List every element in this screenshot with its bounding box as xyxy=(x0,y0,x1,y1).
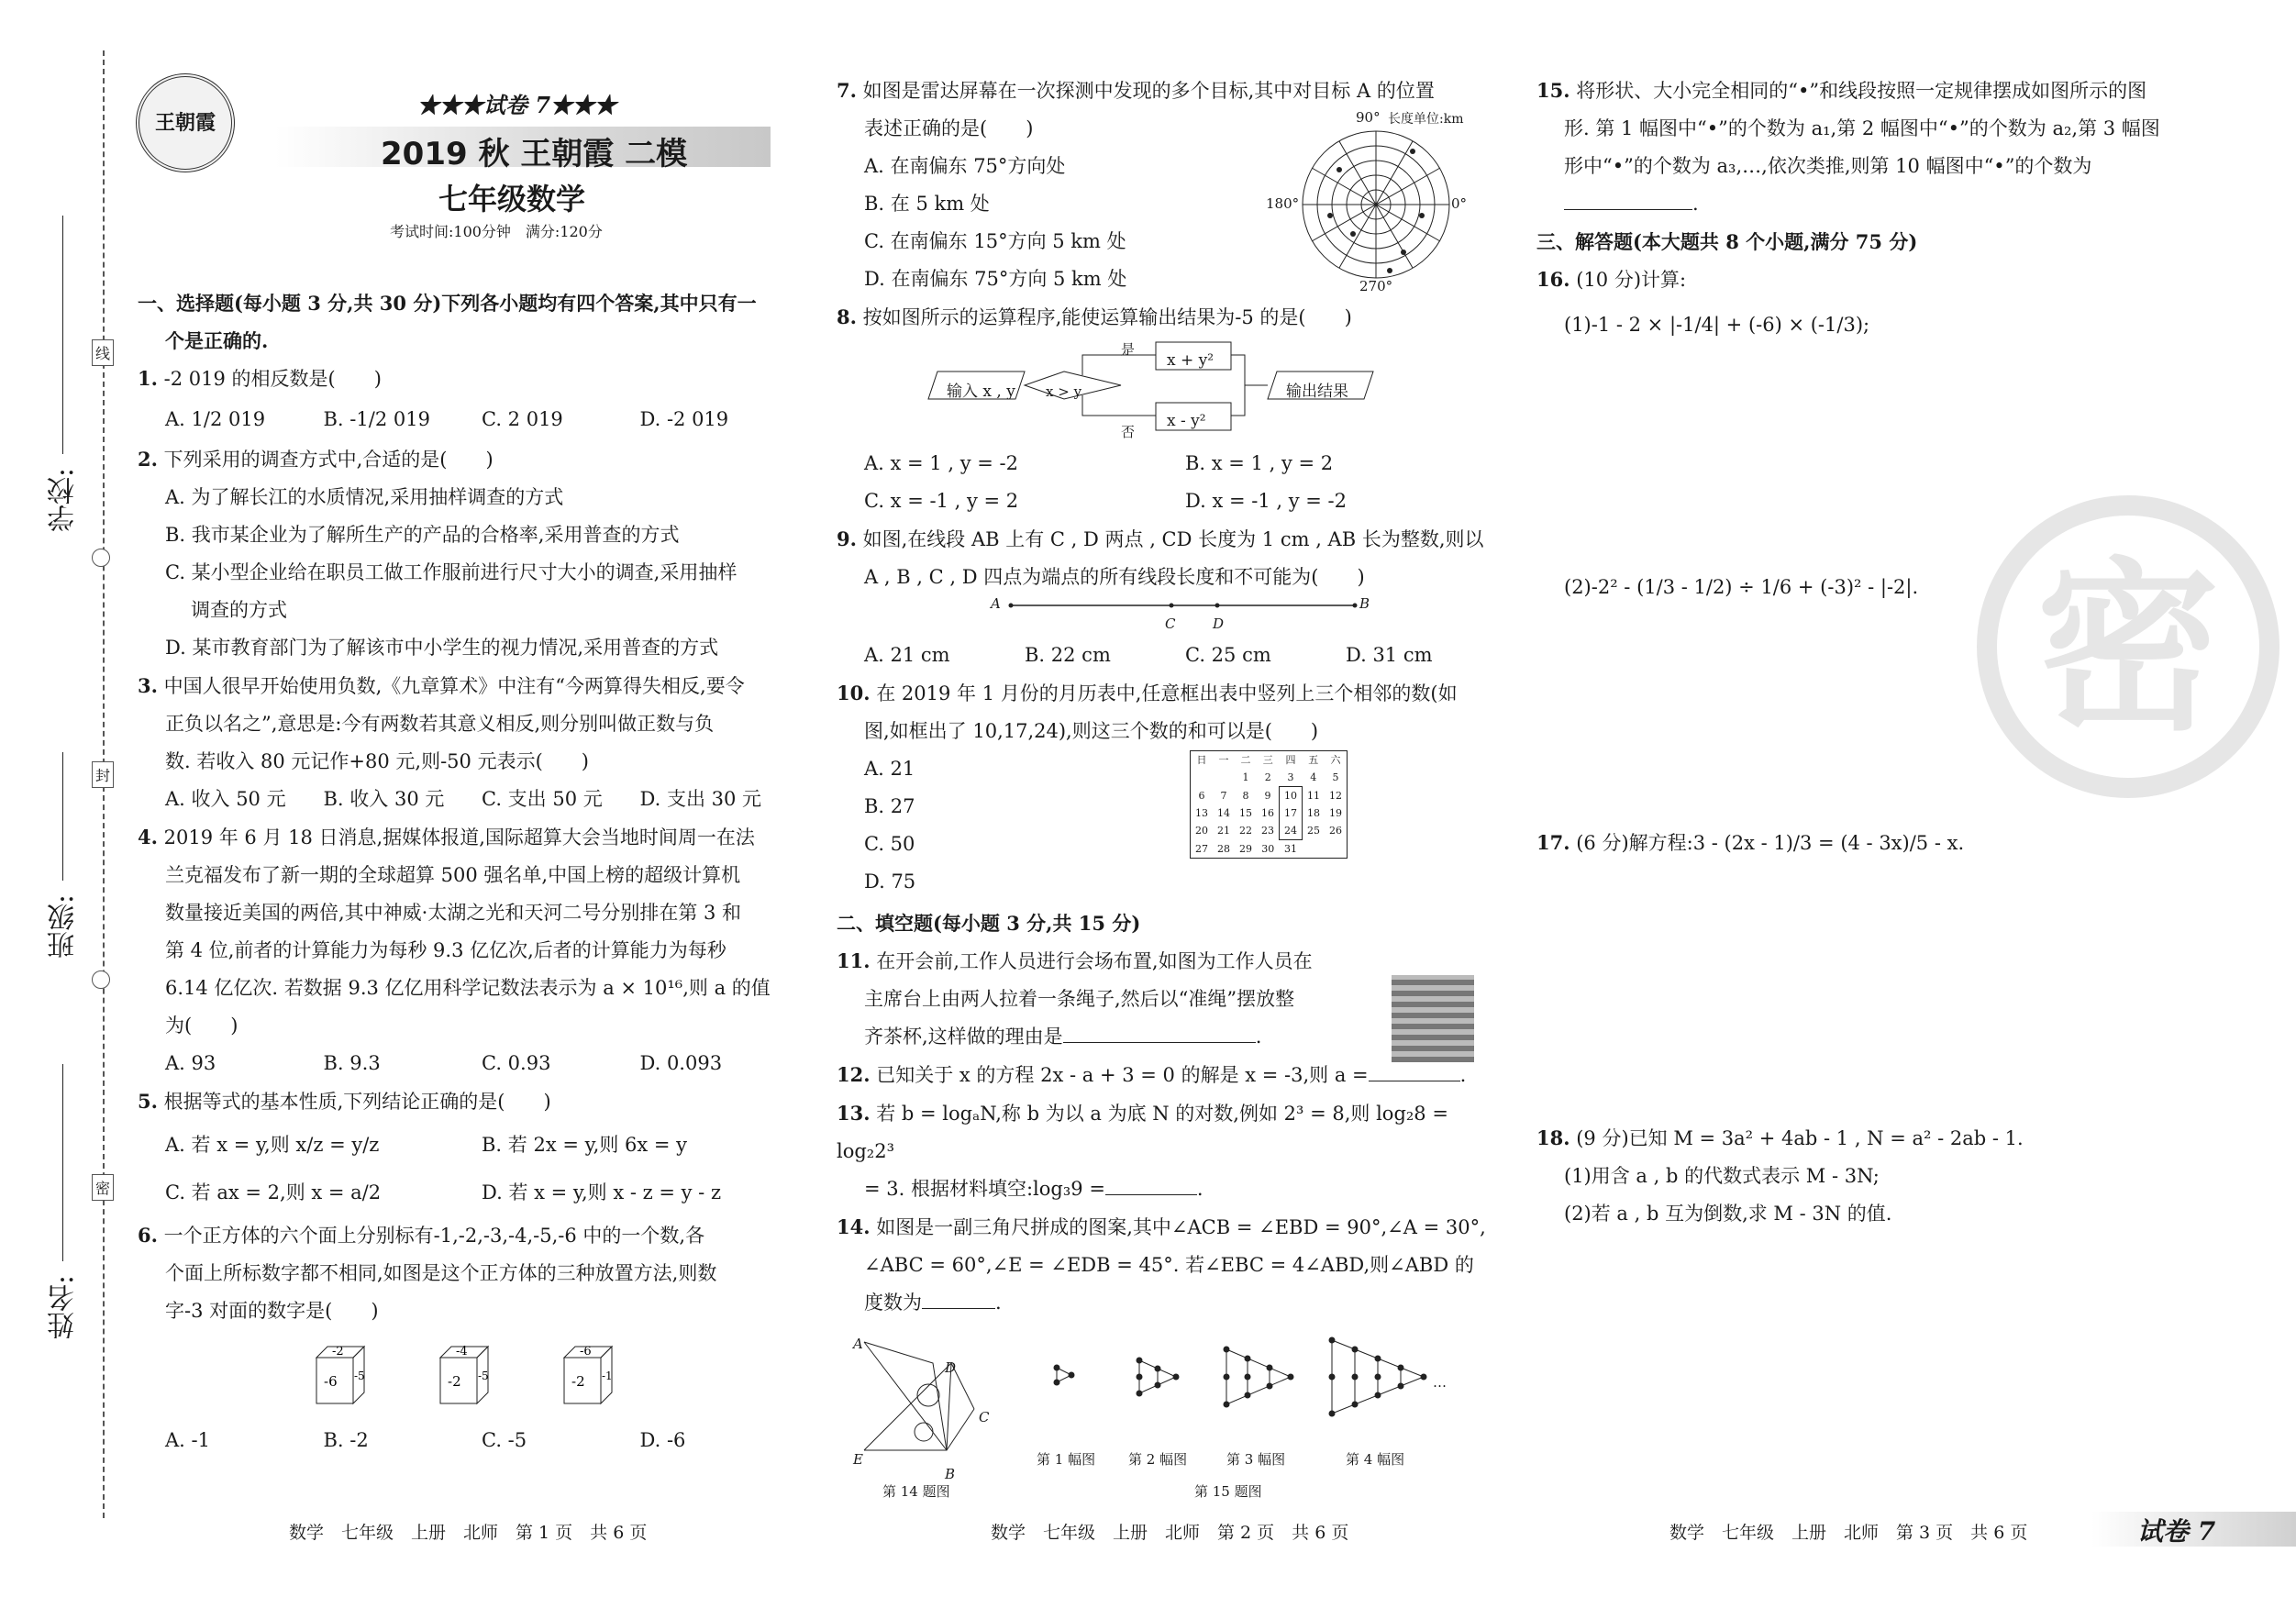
cal-cell: 15 xyxy=(1239,807,1252,819)
pattern-4-caption: 第 4 幅图 xyxy=(1346,1451,1405,1468)
flow-input: 输入 x , y xyxy=(947,383,1015,401)
calendar-row xyxy=(1191,769,1348,787)
circle-icon xyxy=(92,970,110,989)
point-c: C xyxy=(1165,616,1176,632)
cube-2-front: -2 xyxy=(448,1373,461,1390)
cube-1-side: -5 xyxy=(354,1370,365,1382)
cal-head: 六 xyxy=(1330,754,1341,766)
q8-option-d[interactable]: D. x = -1 , y = -2 xyxy=(1185,490,1347,512)
cal-cell xyxy=(1303,840,1325,859)
question-17: 17. (6 分)解方程:3 - (2x - 1)/3 = (4 - 3x)/5 - x. xyxy=(1536,831,1965,854)
question-18: 18. (9 分)已知 M = 3a² + 4ab - 1 , N = a² - 2ab - 1. xyxy=(1536,1126,2024,1149)
question-10-line-2: 图,如框出了 10,17,24),则这三个数的和可以是( ) xyxy=(864,720,1319,742)
cube-3 xyxy=(564,1345,613,1403)
cal-cell: 27 xyxy=(1195,842,1208,855)
question-1: 1. -2 019 的相反数是( ) xyxy=(138,367,382,390)
logo: 王朝霞 xyxy=(136,73,235,172)
figures-14-15 xyxy=(837,1322,1506,1500)
q9-option-b[interactable]: B. 22 cm xyxy=(1025,644,1111,666)
paper-badge: ★★★试卷 7★★★ xyxy=(417,92,617,118)
question-6: 6. 一个正方体的六个面上分别标有-1,-2,-3,-4,-5,-6 中的一个数,各 xyxy=(138,1224,705,1247)
cal-cell: 11 xyxy=(1307,789,1320,802)
q5-options-ab xyxy=(138,1121,798,1169)
flowchart xyxy=(837,337,1506,445)
circle-icon xyxy=(92,549,110,567)
cal-cell: 14 xyxy=(1217,807,1230,819)
question-14-line-2: ∠ABC = 60°,∠E = ∠EDB = 45°. 若∠EBC = 4∠ABD,则∠ABD 的 xyxy=(864,1254,1474,1276)
calendar-row xyxy=(1191,840,1348,859)
cal-cell: 2 xyxy=(1264,771,1271,784)
q7-option-d[interactable]: D. 在南偏东 75°方向 5 km 处 xyxy=(864,268,1127,290)
cal-cell: 20 xyxy=(1195,825,1208,837)
cube-1 xyxy=(316,1345,365,1403)
cal-head: 日 xyxy=(1196,754,1207,766)
cal-cell: 30 xyxy=(1261,842,1275,855)
cal-cell: 5 xyxy=(1332,771,1339,784)
question-15-line-3: 形中“•”的个数为 a₃,…,依次类推,则第 10 幅图中“•”的个数为 xyxy=(1564,155,2092,177)
radar-unit: 长度单位:km xyxy=(1388,112,1464,127)
q3-option-d[interactable]: D. 支出 30 元 xyxy=(639,788,762,810)
question-3-line-3: 数. 若收入 80 元记作+80 元,则-50 元表示( ) xyxy=(165,750,589,772)
answer-space-16-1[interactable] xyxy=(1536,350,2243,561)
q1-option-b[interactable]: B. -1/2 019 xyxy=(323,408,430,430)
subject-title: 七年级数学 xyxy=(438,182,586,216)
cube-3-top: -6 xyxy=(580,1345,592,1359)
cal-cell: 4 xyxy=(1310,771,1317,784)
flow-no: 否 xyxy=(1121,424,1136,440)
q6-option-b[interactable]: B. -2 xyxy=(323,1429,369,1451)
q9-option-c[interactable]: C. 25 cm xyxy=(1185,644,1271,666)
radar-label-0: 0° xyxy=(1451,195,1468,212)
cal-cell: 9 xyxy=(1264,789,1271,802)
footer-page-3: 数学 七年级 上册 北师 第 3 页 共 6 页 xyxy=(1669,1523,2028,1543)
cal-cell: 31 xyxy=(1284,843,1297,855)
q15-answer-blank[interactable] xyxy=(1564,209,1692,210)
point-d: D xyxy=(1213,616,1225,632)
question-11-line-3: 齐茶杯,这样做的理由是 . xyxy=(864,1026,1262,1048)
column-1 xyxy=(138,284,798,1459)
calendar-row xyxy=(1191,822,1348,840)
radar-figure xyxy=(1266,109,1495,294)
question-4-line-4: 第 4 位,前者的计算能力为每秒 9.3 亿亿次,后者的计算能力为每秒 xyxy=(165,939,727,961)
flow-output: 输出结果 xyxy=(1286,383,1348,401)
question-9: 9. 如图,在线段 AB 上有 C , D 两点 , CD 长度为 1 cm , AB 长为整数,则以 xyxy=(837,527,1484,550)
exam-info: 考试时间:100分钟 满分:120分 xyxy=(390,223,603,240)
binding-mark-3: 密 xyxy=(92,1174,114,1201)
question-7-line-2: 表述正确的是( ) xyxy=(864,117,1034,139)
fig15-caption: 第 15 题图 xyxy=(1194,1483,1262,1500)
cal-cell-boxed: 24 xyxy=(1280,822,1303,840)
q3-option-b[interactable]: B. 收入 30 元 xyxy=(323,788,445,810)
cal-cell: 23 xyxy=(1261,825,1274,837)
question-15-line-4: . xyxy=(1536,185,2243,223)
name-label: 姓名: xyxy=(48,1275,80,1340)
pattern-1-caption: 第 1 幅图 xyxy=(1037,1451,1096,1468)
q8-options-ab xyxy=(837,445,1506,482)
cal-cell: 21 xyxy=(1217,825,1230,837)
question-4-line-3: 数量接近美国的两倍,其中神威·太湖之光和天河二号分别排在第 3 和 xyxy=(165,902,742,924)
q8-option-c[interactable]: C. x = -1 , y = 2 xyxy=(864,490,1019,512)
cal-head: 三 xyxy=(1262,754,1273,766)
flow-top-box: x + y² xyxy=(1167,351,1215,370)
pattern-2 xyxy=(1137,1358,1179,1396)
q4-option-d[interactable]: D. 0.093 xyxy=(639,1052,723,1074)
q10-block xyxy=(837,750,1506,904)
footer-paper-tag: 试卷 7 xyxy=(2137,1516,2216,1547)
question-4-line-6: 为( ) xyxy=(165,1015,238,1037)
pattern-4 xyxy=(1329,1337,1426,1416)
tri-label-e: E xyxy=(853,1451,863,1468)
q4-options xyxy=(138,1045,798,1082)
section1-header-cont: 个是正确的. xyxy=(165,329,269,352)
question-15-line-2: 形. 第 1 幅图中“•”的个数为 a₁,第 2 幅图中“•”的个数为 a₂,第 3 幅图 xyxy=(1564,117,2160,139)
q2-option-d[interactable]: D. 某市教育部门为了解该市中小学生的视力情况,采用普查的方式 xyxy=(165,637,719,659)
q3-option-a[interactable]: A. 收入 50 元 xyxy=(165,788,286,810)
q2-option-c[interactable]: C. 某小型企业给在职员工做工作服前进行尺寸大小的调查,采用抽样 xyxy=(165,561,738,583)
cal-cell: 29 xyxy=(1239,842,1252,855)
question-8: 8. 按如图所示的运算程序,能使运算输出结果为-5 的是( ) xyxy=(837,305,1352,328)
question-4: 4. 2019 年 6 月 18 日消息,据媒体报道,国际超算大会当地时间周一在法 xyxy=(138,826,755,848)
cal-cell: 16 xyxy=(1261,807,1274,819)
question-18-part-1: (1)用含 a , b 的代数式表示 M - 3N; xyxy=(1564,1165,1880,1187)
cube-2 xyxy=(440,1345,489,1403)
school-field[interactable] xyxy=(62,216,63,454)
q5-option-d[interactable]: D. 若 x = y,则 x - z = y - z xyxy=(482,1181,722,1203)
calendar-header xyxy=(1191,751,1348,770)
cal-head: 五 xyxy=(1308,754,1319,766)
cal-cell: 13 xyxy=(1195,807,1208,819)
radar-label-180: 180° xyxy=(1266,195,1300,212)
cal-cell: 7 xyxy=(1220,789,1227,802)
pattern-ellipsis: … xyxy=(1433,1374,1447,1391)
flow-yes: 是 xyxy=(1121,341,1136,358)
q1-option-c[interactable]: C. 2 019 xyxy=(482,408,563,430)
q9-option-d[interactable]: D. 31 cm xyxy=(1346,644,1433,666)
cal-head: 一 xyxy=(1218,754,1229,766)
column-3 xyxy=(1536,72,2243,1233)
point-a: A xyxy=(991,595,1001,612)
pattern-3 xyxy=(1224,1347,1293,1407)
q9-option-a[interactable]: A. 21 cm xyxy=(864,644,950,666)
q13-answer-blank[interactable] xyxy=(1105,1194,1197,1195)
q5-option-b[interactable]: B. 若 2x = y,则 6x = y xyxy=(482,1134,688,1156)
q5-option-a[interactable]: A. 若 x = y,则 x/z = y/z xyxy=(165,1134,380,1156)
cube-3-front: -2 xyxy=(571,1373,585,1390)
q5-option-c[interactable]: C. 若 ax = 2,则 x = a/2 xyxy=(165,1181,382,1203)
q3-option-c[interactable]: C. 支出 50 元 xyxy=(482,788,603,810)
q5-options-cd xyxy=(138,1169,798,1216)
footer-page-2: 数学 七年级 上册 北师 第 2 页 共 6 页 xyxy=(991,1523,1349,1543)
question-3-line-2: 正负以名之”,意思是:今有两数若其意义相反,则分别叫做正数与负 xyxy=(165,713,715,735)
answer-space-16-2[interactable] xyxy=(1536,613,2243,824)
q4-option-c[interactable]: C. 0.93 xyxy=(482,1052,551,1074)
question-3: 3. 中国人很早开始使用负数,《九章算术》中注有“今两算得失相反,要令 xyxy=(138,674,745,697)
q7-option-c[interactable]: C. 在南偏东 15°方向 5 km 处 xyxy=(864,230,1126,252)
question-14-line-3: 度数为 . xyxy=(864,1292,1002,1314)
question-11: 11. 在开会前,工作人员进行会场布置,如图为工作人员在 xyxy=(837,949,1313,972)
tri-label-d: D xyxy=(945,1359,957,1376)
question-13-line-2: = 3. 根据材料填空:log₃9 = . xyxy=(864,1178,1203,1200)
q10-option-c[interactable]: C. 50 xyxy=(864,833,915,855)
section3-header: 三、解答题(本大题共 8 个小题,满分 75 分) xyxy=(1536,230,1918,253)
q2-option-c-cont: 调查的方式 xyxy=(191,599,287,621)
question-4-line-2: 兰克福发布了新一期的全球超算 500 强名单,中国上榜的超级计算机 xyxy=(165,864,741,886)
section2-header: 二、填空题(每小题 3 分,共 15 分) xyxy=(837,912,1141,935)
question-15: 15. 将形状、大小完全相同的“•”和线段按照一定规律摆成如图所示的图 xyxy=(1536,79,2147,102)
cube-2-top: -4 xyxy=(456,1345,468,1359)
q14-answer-blank[interactable] xyxy=(922,1308,995,1309)
question-9-line-2: A , B , C , D 四点为端点的所有线段长度和不可能为( ) xyxy=(864,566,1365,588)
q2-option-a[interactable]: A. 为了解长江的水质情况,采用抽样调查的方式 xyxy=(165,486,564,508)
calendar-row xyxy=(1191,787,1348,805)
name-field[interactable] xyxy=(62,1064,63,1261)
section1-header: 一、选择题(每小题 3 分,共 30 分)下列各小题均有四个答案,其中只有一 xyxy=(138,292,757,315)
q6-option-d[interactable]: D. -6 xyxy=(639,1429,686,1451)
cal-cell: 18 xyxy=(1307,807,1320,819)
question-4-line-5: 6.14 亿亿次. 若数据 9.3 亿亿用科学记数法表示为 a × 10¹⁶,则 a 的值 xyxy=(165,977,771,999)
binding-mark-1: 线 xyxy=(92,339,114,366)
q8-options-cd xyxy=(837,482,1506,520)
q10-option-d[interactable]: D. 75 xyxy=(864,871,916,893)
q10-option-b[interactable]: B. 27 xyxy=(864,795,915,817)
q7-option-b[interactable]: B. 在 5 km 处 xyxy=(864,193,990,215)
page-title: 2019 秋 王朝霞 二模 xyxy=(381,136,688,172)
cube-1-top: -2 xyxy=(332,1345,344,1359)
question-16: 16. (10 分)计算: xyxy=(1536,268,1687,291)
answer-space-17[interactable] xyxy=(1536,862,2243,1119)
q10-option-a[interactable]: A. 21 xyxy=(864,758,915,780)
cube-2-side: -5 xyxy=(478,1370,489,1382)
q6-option-a[interactable]: A. -1 xyxy=(165,1429,210,1451)
question-18-part-2: (2)若 a , b 互为倒数,求 M - 3N 的值. xyxy=(1564,1203,1892,1225)
question-11-line-2: 主席台上由两人拉着一条绳子,然后以“准绳”摆放整 xyxy=(864,988,1295,1010)
cal-cell: 8 xyxy=(1242,789,1249,802)
cube-figures xyxy=(138,1330,798,1422)
question-2: 2. 下列采用的调查方式中,合适的是( ) xyxy=(138,448,494,471)
class-field[interactable] xyxy=(62,752,63,881)
radar-label-270: 270° xyxy=(1359,278,1393,294)
question-5: 5. 根据等式的基本性质,下列结论正确的是( ) xyxy=(138,1090,551,1113)
point-b: B xyxy=(1359,595,1370,612)
q6-option-c[interactable]: C. -5 xyxy=(482,1429,527,1451)
q11-answer-blank[interactable] xyxy=(1063,1042,1256,1043)
q3-options xyxy=(138,781,798,818)
cal-cell: 28 xyxy=(1217,842,1230,855)
flow-condition: x > y xyxy=(1046,383,1082,400)
q2-option-b[interactable]: B. 我市某企业为了解所生产的产品的合格率,采用普查的方式 xyxy=(165,524,680,546)
question-6-line-3: 字-3 对面的数字是( ) xyxy=(165,1300,379,1322)
q7-option-a[interactable]: A. 在南偏东 75°方向处 xyxy=(864,155,1066,177)
cal-head: 二 xyxy=(1240,754,1251,766)
question-6-line-2: 个面上所标数字都不相同,如图是这个正方体的三种放置方法,则数 xyxy=(165,1262,717,1284)
cal-cell: 1 xyxy=(1242,771,1249,784)
question-16-part-2: (2)-2² - (1/3 - 1/2) ÷ 1/6 + (-3)² - |-2|. xyxy=(1564,576,1919,598)
tri-label-b: B xyxy=(945,1466,956,1482)
calendar-table xyxy=(1190,750,1348,859)
segment-figure xyxy=(837,596,1506,637)
tri-label-a: A xyxy=(853,1336,863,1352)
question-16-part-1: (1)-1 - 2 × |-1/4| + (-6) × (-1/3); xyxy=(1564,314,1870,336)
q1-option-d[interactable]: D. -2 019 xyxy=(639,408,729,430)
question-13: 13. 若 b = logₐN,称 b 为以 a 为底 N 的对数,例如 2³ = 8,则 log₂8 = log₂2³ xyxy=(837,1102,1448,1162)
pattern-2-caption: 第 2 幅图 xyxy=(1128,1451,1188,1468)
flow-bottom-box: x - y² xyxy=(1167,412,1206,430)
question-10: 10. 在 2019 年 1 月份的月历表中,任意框出表中竖列上三个相邻的数(如 xyxy=(837,682,1458,704)
binding-mark-2: 封 xyxy=(92,761,114,788)
cal-cell: 19 xyxy=(1329,807,1342,819)
q1-options xyxy=(138,398,798,440)
question-12: 12. 已知关于 x 的方程 2x - a + 3 = 0 的解是 x = -3,则 a = . xyxy=(837,1063,1467,1086)
meeting-photo xyxy=(1392,975,1474,1062)
cube-3-side: -1 xyxy=(602,1370,613,1382)
question-7: 7. 如图是雷达屏幕在一次探测中发现的多个目标,其中对目标 A 的位置 xyxy=(837,79,1435,102)
cube-1-front: -6 xyxy=(324,1373,338,1390)
cal-head: 四 xyxy=(1285,754,1296,766)
question-14: 14. 如图是一副三角尺拼成的图案,其中∠ACB = ∠EBD = 90°,∠A = 30°, xyxy=(837,1215,1486,1238)
q8-option-a[interactable]: A. x = 1 , y = -2 xyxy=(864,452,1018,474)
calendar-row xyxy=(1191,804,1348,822)
cal-cell xyxy=(1191,769,1214,787)
radar-label-90: 90° xyxy=(1356,109,1381,126)
seal-watermark: 密 xyxy=(1977,495,2279,798)
class-label: 班级: xyxy=(48,894,80,959)
q4-option-b[interactable]: B. 9.3 xyxy=(323,1052,381,1074)
cal-cell xyxy=(1325,840,1348,859)
cal-cell: 3 xyxy=(1287,771,1294,783)
cal-cell xyxy=(1213,769,1235,787)
cal-cell: 6 xyxy=(1198,789,1205,802)
q4-option-a[interactable]: A. 93 xyxy=(165,1052,216,1074)
school-label: 学校: xyxy=(48,468,80,533)
q8-option-b[interactable]: B. x = 1 , y = 2 xyxy=(1185,452,1334,474)
cal-cell: 25 xyxy=(1307,825,1320,837)
cal-cell: 22 xyxy=(1239,825,1252,837)
footer-page-1: 数学 七年级 上册 北师 第 1 页 共 6 页 xyxy=(289,1523,648,1543)
pattern-1 xyxy=(1054,1365,1074,1385)
cal-cell-boxed: 17 xyxy=(1280,804,1303,822)
fig14-caption: 第 14 题图 xyxy=(882,1483,950,1500)
cal-cell: 26 xyxy=(1329,825,1342,837)
pattern-3-caption: 第 3 幅图 xyxy=(1226,1451,1286,1468)
q6-options xyxy=(138,1422,798,1459)
q1-option-a[interactable]: A. 1/2 019 xyxy=(165,408,266,430)
cal-cell: 12 xyxy=(1329,789,1342,802)
tri-label-c: C xyxy=(979,1409,990,1425)
cal-cell-boxed: 10 xyxy=(1280,787,1303,805)
